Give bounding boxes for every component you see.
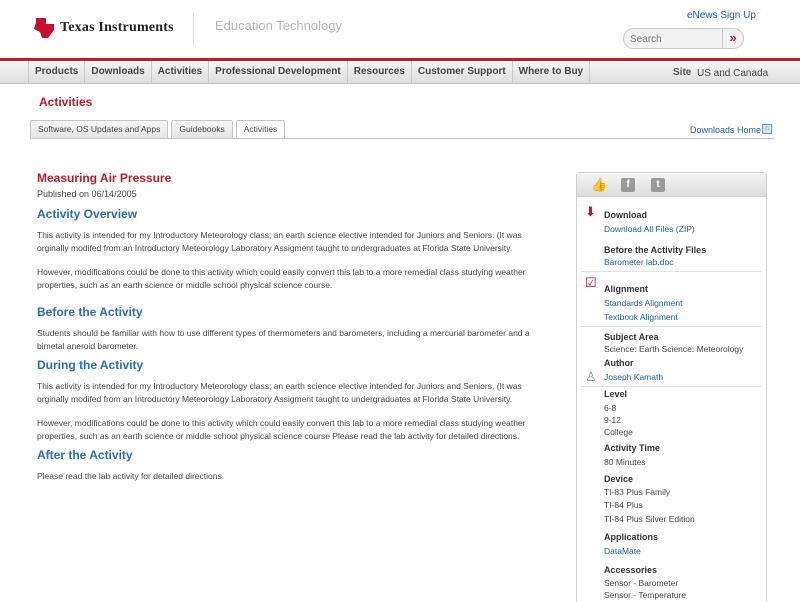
- tab-bar: [30, 120, 288, 139]
- activity-sidebar: [576, 172, 767, 602]
- twitter-icon[interactable]: t: [651, 178, 665, 192]
- share-bar: [577, 173, 766, 197]
- like-icon[interactable]: 👍: [591, 176, 608, 192]
- device-heading: Device: [604, 474, 634, 484]
- enews-signup-link[interactable]: eNews Sign Up: [687, 10, 756, 21]
- activity-title: Measuring Air Pressure: [37, 171, 172, 185]
- site-label: Site: [673, 67, 692, 78]
- section-title: Activities: [39, 95, 93, 109]
- before-activity-files-heading: Before the Activity Files: [604, 245, 707, 255]
- nav-customer-support[interactable]: Customer Support: [412, 61, 513, 83]
- level-item: 9-12: [604, 415, 622, 425]
- sidebar-divider: [581, 386, 762, 387]
- sidebar-divider: [581, 326, 762, 327]
- nav-resources[interactable]: Resources: [348, 61, 412, 83]
- nav-products[interactable]: Products: [28, 61, 85, 83]
- level-heading: Level: [604, 389, 628, 399]
- applications-heading: Applications: [604, 532, 659, 542]
- main-nav: [0, 58, 800, 84]
- author-icon: ♙: [585, 369, 597, 384]
- nav-downloads[interactable]: Downloads: [85, 61, 151, 83]
- site-header: [0, 0, 800, 58]
- activity-time-value: 80 Minutes: [604, 457, 646, 467]
- standards-alignment-link[interactable]: Standards Alignment: [604, 298, 683, 308]
- device-item: TI-83 Plus Family: [604, 487, 671, 497]
- nav-professional-development[interactable]: Professional Development: [209, 61, 348, 83]
- search-input[interactable]: [630, 32, 720, 46]
- during-paragraph-1: This activity is intended for my Introductory Meteorology class; an earth science elective intended for Juniors and Seniors. (It was orginally modifed from an Introductory Meteorology Laboratory Assigment taught to undergraduates at Florida State University.: [37, 381, 522, 404]
- subject-area-heading: Subject Area: [604, 332, 659, 342]
- ti-logo-icon: [34, 18, 54, 38]
- nav-where-to-buy[interactable]: Where to Buy: [513, 61, 590, 83]
- device-item: TI-84 Plus: [604, 500, 643, 510]
- activity-time-heading: Activity Time: [604, 443, 660, 453]
- datamate-app-link[interactable]: DataMate: [604, 546, 641, 556]
- sidebar-divider: [581, 271, 762, 272]
- search-button[interactable]: »: [722, 28, 743, 49]
- facebook-icon[interactable]: f: [621, 178, 635, 192]
- search-box: [623, 28, 744, 49]
- before-activity-heading: Before the Activity: [37, 305, 143, 319]
- logo-text: Texas Instruments: [60, 20, 174, 35]
- author-heading: Author: [604, 358, 634, 368]
- barometer-lab-doc-link[interactable]: Barometer lab.doc: [604, 257, 674, 267]
- tab-activities[interactable]: Activities: [236, 120, 286, 139]
- download-all-zip-link[interactable]: Download All Files (ZIP): [604, 224, 695, 234]
- level-item: College: [604, 427, 633, 437]
- subject-area-value: Science: Earth Science: Meteorology: [604, 344, 744, 354]
- device-item: TI-84 Plus Silver Edition: [604, 514, 695, 524]
- site-selector[interactable]: US and Canada: [697, 68, 769, 79]
- published-date: Published on 06/14/2005: [37, 189, 137, 199]
- accessory-item: Sensor - Barometer: [604, 578, 679, 588]
- nav-activities[interactable]: Activities: [152, 61, 209, 83]
- header-divider: [193, 12, 194, 46]
- home-icon[interactable]: ⌂: [762, 124, 772, 134]
- education-technology-label: Education Technology: [215, 18, 342, 33]
- activity-overview-heading: Activity Overview: [37, 207, 138, 221]
- during-activity-heading: During the Activity: [37, 358, 144, 372]
- tab-software-updates[interactable]: Software, OS Updates and Apps: [30, 120, 168, 138]
- tab-guidebooks[interactable]: Guidebooks: [171, 120, 232, 138]
- ti-logo[interactable]: [34, 18, 174, 38]
- alignment-heading: Alignment: [604, 284, 648, 294]
- before-paragraph: Students should be familiar with how to use different types of thermometers and barometers, including a mercurial barometer and a bimetal aneroid barometer.: [37, 328, 530, 351]
- accessories-heading: Accessories: [604, 565, 658, 575]
- accessory-item: Sensor - Temperature: [604, 590, 687, 600]
- overview-paragraph-1: This activity is intended for my Introductory Meteorology class; an earth science elective intended for Juniors and Seniors. (It was orginally modifed from an Introductory Meteorology Laboratory Assigment taught to undergraduates at Florida State University.: [37, 230, 522, 253]
- during-paragraph-2: However, modifications could be done to this activity which could easily convert this lab to a more remedial class studying weather properties, such as an earth science or middle school physical science course Please read the lab activity for detailed directions.: [37, 418, 526, 441]
- level-item: 6-8: [604, 403, 617, 413]
- after-paragraph: Please read the lab activity for detailed directions.: [37, 471, 225, 481]
- after-activity-heading: After the Activity: [37, 448, 133, 462]
- download-icon: ⬇: [585, 204, 596, 219]
- author-link[interactable]: Joseph Kamath: [604, 372, 664, 382]
- tab-divider: [30, 138, 774, 139]
- textbook-alignment-link[interactable]: Textbook Alignment: [604, 312, 678, 322]
- activity-content: [37, 171, 547, 483]
- download-heading: Download: [604, 210, 647, 220]
- overview-paragraph-2: However, modifications could be done to this activity which could easily convert this lab to a more remedial class studying weather properties, such as an earth science or middle school physical science course.: [37, 267, 526, 290]
- downloads-home-link[interactable]: Downloads Home: [690, 125, 762, 135]
- checkmark-icon: ☑: [585, 275, 597, 290]
